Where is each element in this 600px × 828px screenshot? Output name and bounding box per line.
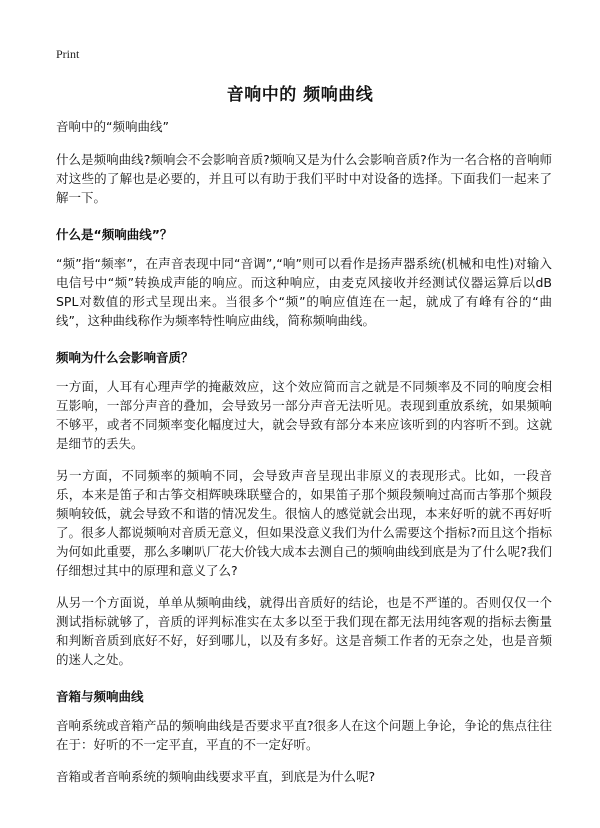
section-heading-why-affects-quality: 频响为什么会影响音质？ <box>56 350 194 365</box>
section2-paragraph-3: 从另一个方面说，单单从频响曲线，就得出音质好的结论，也是不严谨的。否则仅仅一个测试指标就够了，音质的评判标准实在太多以至于我们现在都无法用纯客观的指标去衡量和判断音质到底好不好，好到哪儿，以及有多好。这是音频工作者的无奈之处，也是音频的迷人之处。 <box>56 595 552 667</box>
section-heading-speakers-and-curve: 音箱与频响曲线 <box>56 689 144 704</box>
section-heading-what-is-frequency-response: 什么是“频响曲线”？ <box>56 227 173 242</box>
article-subtitle: 音响中的“频响曲线” <box>56 119 169 134</box>
section2-paragraph-2: 另一方面，不同频率的频响不同，会导致声音呈现出非原义的表现形式。比如，一段音乐，本来是笛子和古筝交相辉映珠联璧合的，如果笛子那个频段频响过高而古筝那个频段频响较低，就会导致不和谐的情况发生。很恼人的感觉就会出现，本来好听的就不再好听了。很多人都说频响对音质无意义，但如果没意义我们为什么需要这个指标?而且这个指标为何如此重要，那么多喇叭厂花大价钱大成本去测自己的频响曲线到底是为了什么呢?我们仔细想过其中的原理和意义了么? <box>56 468 552 578</box>
section3-paragraph-2: 音箱或者音响系统的频响曲线要求平直，到底是为什么呢? <box>56 769 376 784</box>
section2-paragraph-1: 一方面，人耳有心理声学的掩蔽效应，这个效应简而言之就是不同频率及不同的响度会相互影响，一部分声音的叠加，会导致另一部分声音无法听见。表现到重放系统，如果频响不够平，或者不同频率变化幅度过大，就会导致有部分本来应该听到的内容听不到。这就是细节的丢失。 <box>56 379 552 451</box>
intro-paragraph: 什么是频响曲线?频响会不会影响音质?频响又是为什么会影响音质?作为一名合格的音响师对这些的了解也是必要的，并且可以有助于我们平时中对设备的选择。下面我们一起来了解一下。 <box>56 152 552 205</box>
article-body <box>56 118 552 799</box>
section1-paragraph-1: “频”指“频率”，在声音表现中同“音调”,“响”则可以看作是扬声器系统(机械和电性)对输入电信号中“频”转换成声能的响应。而这种响应，由麦克风接收并经测试仪器运算后以dB SPL对数值的形式呈现出来。当很多个“频”的响应值连在一起，就成了有峰有谷的“曲线”，这种曲线称作为频率特性响应曲线，简称频响曲线。 <box>56 256 552 328</box>
section3-paragraph-1: 音响系统或音箱产品的频响曲线是否要求平直?很多人在这个问题上争论，争论的焦点往往在于：好听的不一定平直，平直的不一定好听。 <box>56 718 552 752</box>
print-label: Print <box>56 47 80 61</box>
document-title: 音响中的 频响曲线 <box>226 85 374 105</box>
